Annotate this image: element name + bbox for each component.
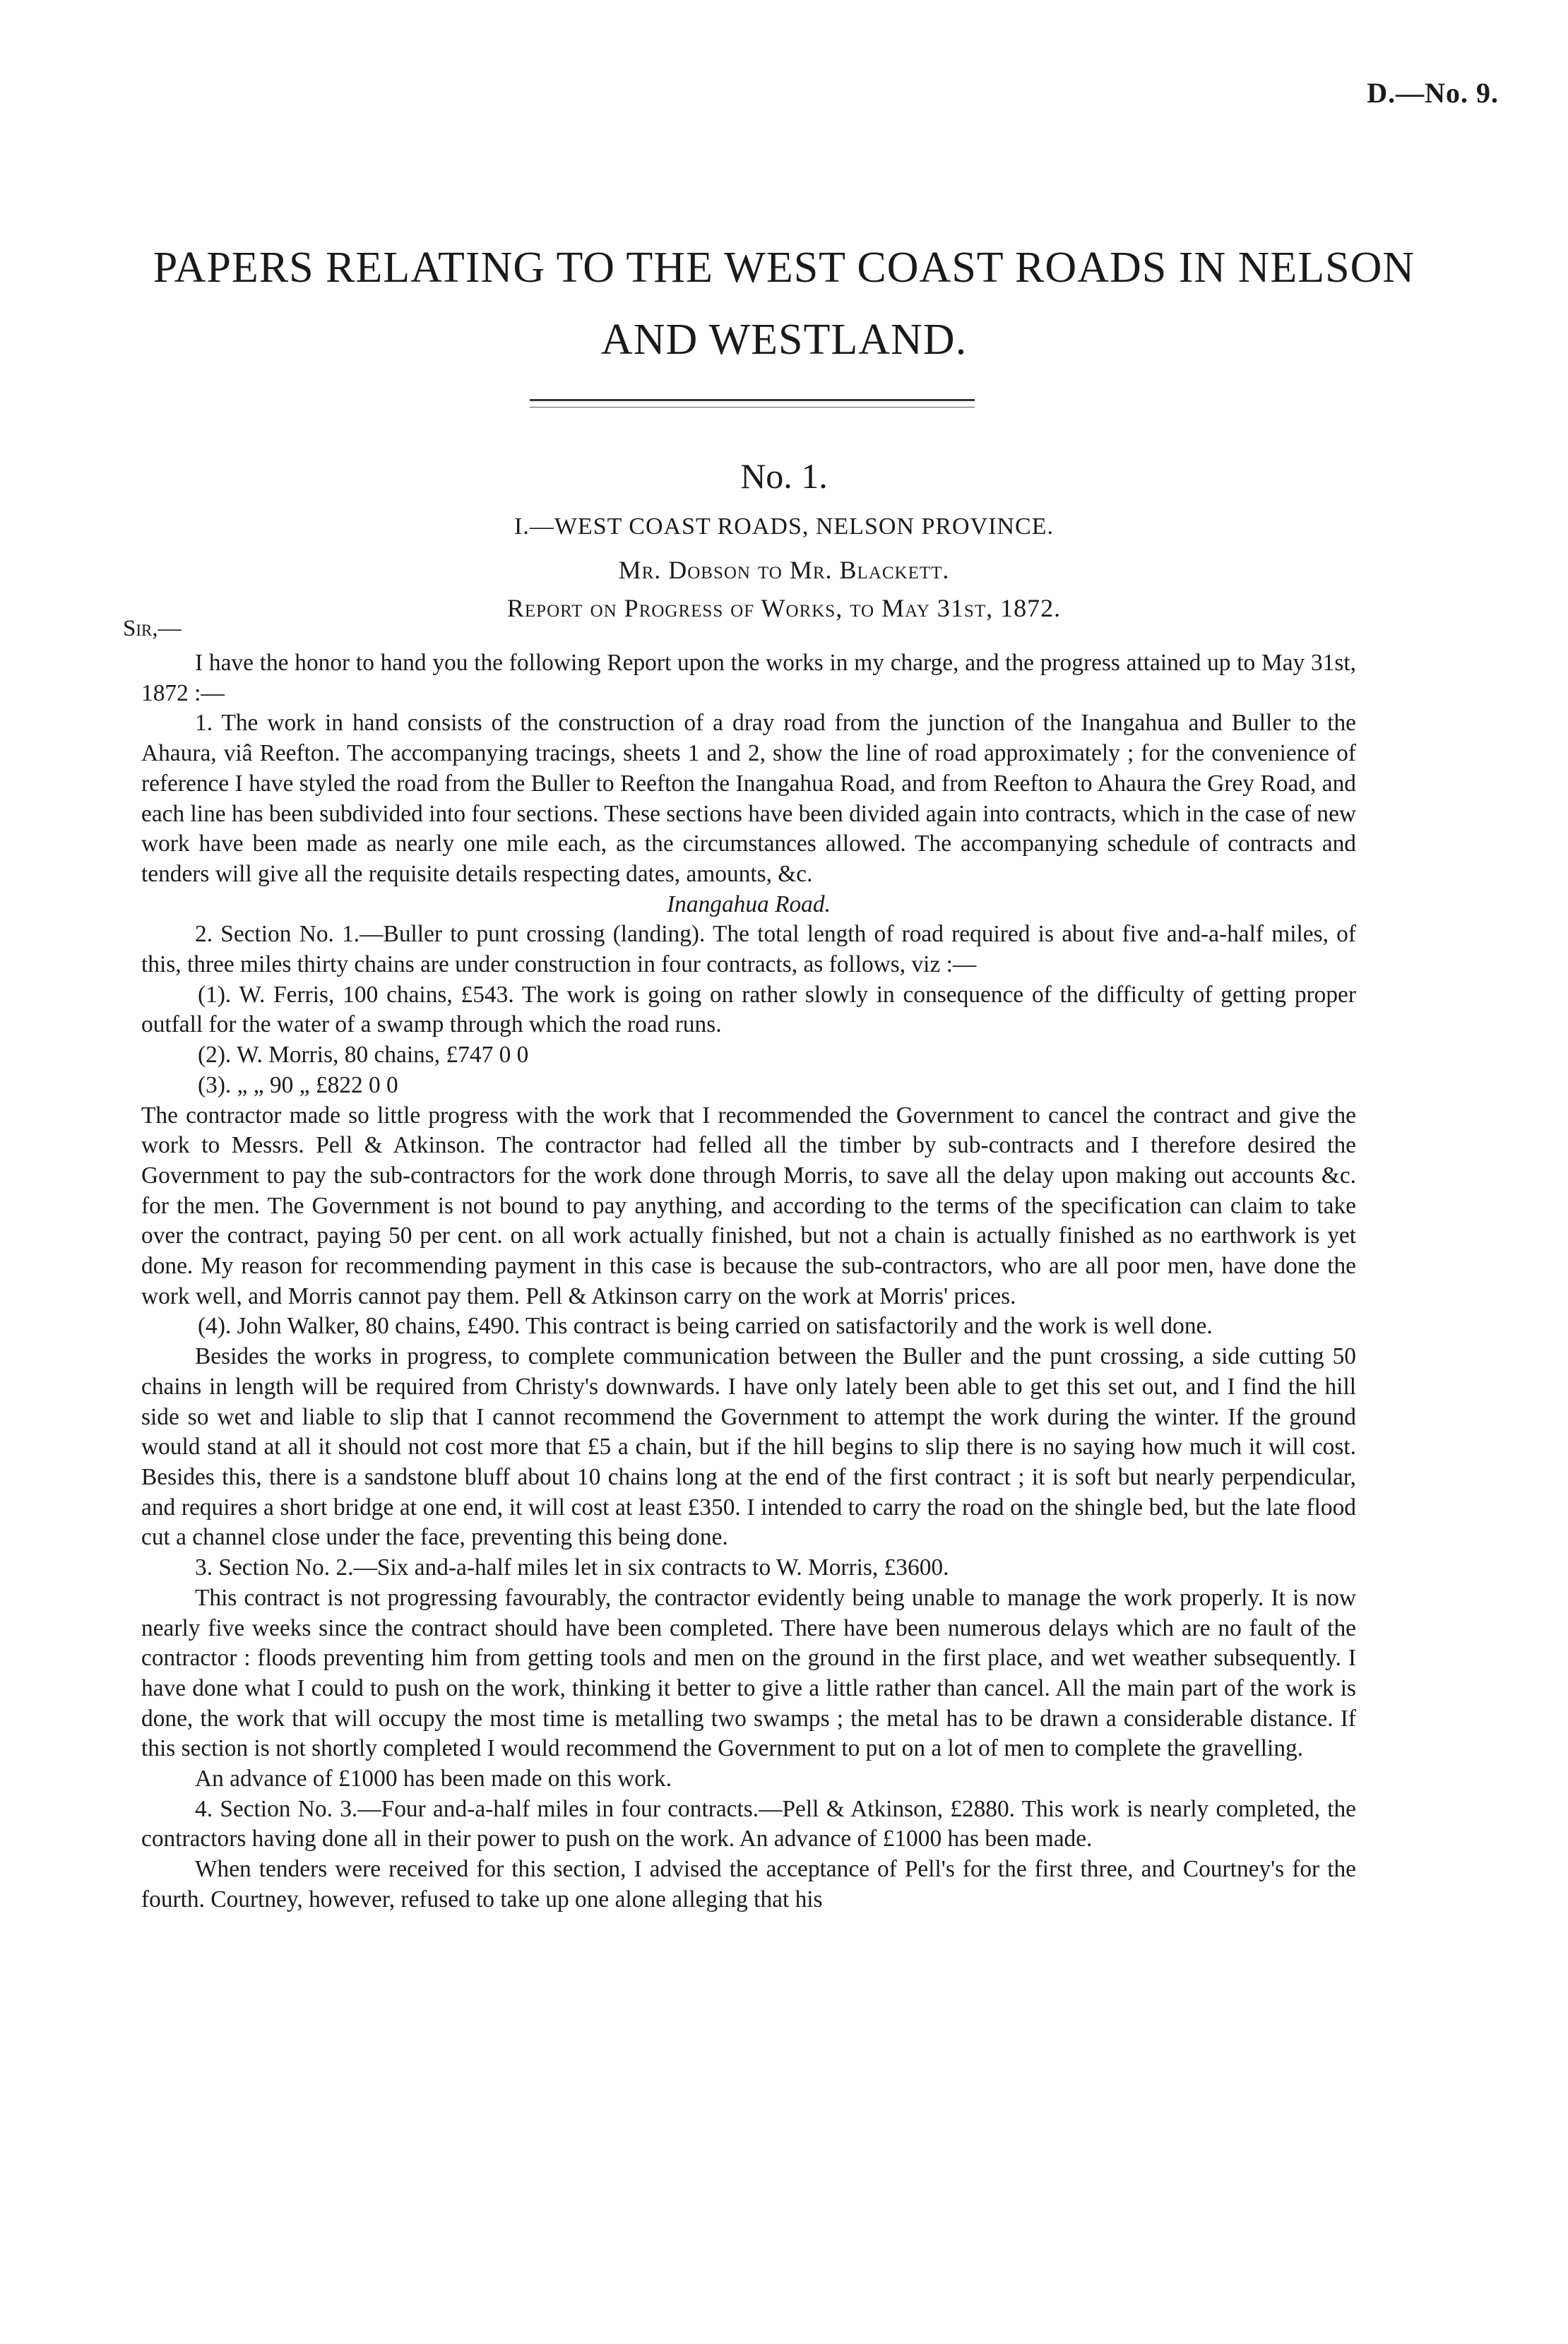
document-reference: D.—No. 9. [1367, 77, 1499, 109]
paragraph: When tenders were received for this section, I advised the acceptance of Pell's for the first three, and Courtney's for the fourth. Courtney, however, refused to take up one alone alleging that his [141, 1856, 1356, 1912]
paragraph: I have the honor to hand you the following Report upon the works in my charge, and the progress attained up to May 31st, 1872 :— [141, 650, 1356, 706]
paragraph: 1. The work in hand consists of the construction of a dray road from the junction of the Inangahua and Buller to the Ahaura, viâ Reefton. The accompanying tracings, sheets 1 and 2, show the line of road approximately ; for the convenience of reference I have styled the road from the Buller to Reefton the Inangahua Road, and from Reefton to Ahaura the Grey Road, and each line has been subdivided into four sections. These sections have been divided again into contracts, which in the case of new work have been made as nearly one mile each, as the circumstances allowed. The accompanying schedule of contracts and tenders will give all the requisite details respecting dates, amounts, &c. [141, 710, 1356, 887]
paragraph: (2). W. Morris, 80 chains, £747 0 0 [198, 1042, 529, 1069]
salutation: Sir,— [123, 616, 182, 641]
title-line-2: AND WESTLAND. [600, 316, 968, 364]
paragraph: (3). „ „ 90 „ £822 0 0 [198, 1071, 398, 1098]
paragraph: Besides the works in progress, to complete communication between the Buller and the punt crossing, a side cutting 50 chains in length will be required from Christy's downwards. I have only lately been able to get this set out, and I find the hill side so wet and liable to slip that I cannot recommend the Government to attempt the work during the winter. If the ground would stand at all it should not cost more that £5 a chain, but if the hill begins to slip there is no saying how much it will cost. Besides this, there is a sandstone bluff about 10 chains long at the end of the first contract ; it is soft but nearly perpendicular, and requires a short bridge at one end, it will cost at least £350. I intended to carry the road on the shingle bed, but the late flood cut a channel close under the face, preventing this being done. [141, 1343, 1356, 1551]
subheading: Inangahua Road. [667, 891, 831, 917]
title-line-1: PAPERS RELATING TO THE WEST COAST ROADS IN NELSON [153, 244, 1415, 292]
paragraph: The contractor made so little progress with the work that I recommended the Government to cancel the contract and give the work to Messrs. Pell & Atkinson. The contractor had felled all the timber by sub-contracts and I therefore desired the Government to pay the sub-contractors for the work done through Morris, to save all the delay upon making out accounts &c. for the men. The Government is not bound to pay anything, and according to the terms of the specification can claim to take over the contract, paying 50 per cent. on all work actually finished, but not a chain is actually finished as no earthwork is yet done. My reason for recommending payment in this case is because the sub-contractors, who are all poor men, have done the work well, and Morris cannot pay them. Pell & Atkinson carry on the work at Morris' prices. [141, 1102, 1356, 1309]
section-number: No. 1. [740, 456, 828, 496]
paragraph: 2. Section No. 1.—Buller to punt crossing (landing). The total length of road required is about five and-a-half miles, of this, three miles thirty chains are under construction in four contracts, as follows, viz :— [141, 921, 1356, 978]
document-title [0, 232, 1568, 376]
paragraph: 3. Section No. 2.—Six and-a-half miles let in six contracts to W. Morris, £3600. [195, 1554, 949, 1581]
report-body [141, 648, 1356, 1915]
section-heading: I.—WEST COAST ROADS, NELSON PROVINCE. [514, 513, 1054, 540]
title-rule-thick [530, 399, 975, 401]
paragraph: This contract is not progressing favourably, the contractor evidently being unable to manage the work properly. It is now nearly five weeks since the contract should have been completed. There have been numerous delays which are no fault of the contractor : floods preventing him from getting tools and men on the ground in the first place, and wet weather subsequently. I have done what I could to push on the work, thinking it better to give a little rather than cancel. All the main part of the work is done, the work that will occupy the most time is metalling two swamps ; the metal has to be drawn a considerable distance. If this section is not shortly completed I would recommend the Government to put on a lot of men to complete the gravelling. [141, 1584, 1356, 1762]
paragraph: An advance of £1000 has been made on this work. [195, 1766, 672, 1792]
report-title: Report on Progress of Works, to May 31st, 1872. [506, 594, 1062, 622]
letter-from-to: Mr. Dobson to Mr. Blackett. [618, 556, 950, 584]
paragraph: (4). John Walker, 80 chains, £490. This contract is being carried on satisfactorily and the work is well done. [198, 1313, 1213, 1340]
paragraph: 4. Section No. 3.—Four and-a-half miles in four contracts.—Pell & Atkinson, £2880. This work is nearly completed, the contractors having done all in their power to push on the work. An advance of £1000 has been made. [141, 1795, 1356, 1852]
paragraph: (1). W. Ferris, 100 chains, £543. The work is going on rather slowly in consequence of the difficulty of getting proper outfall for the water of a swamp through which the road runs. [141, 981, 1356, 1038]
